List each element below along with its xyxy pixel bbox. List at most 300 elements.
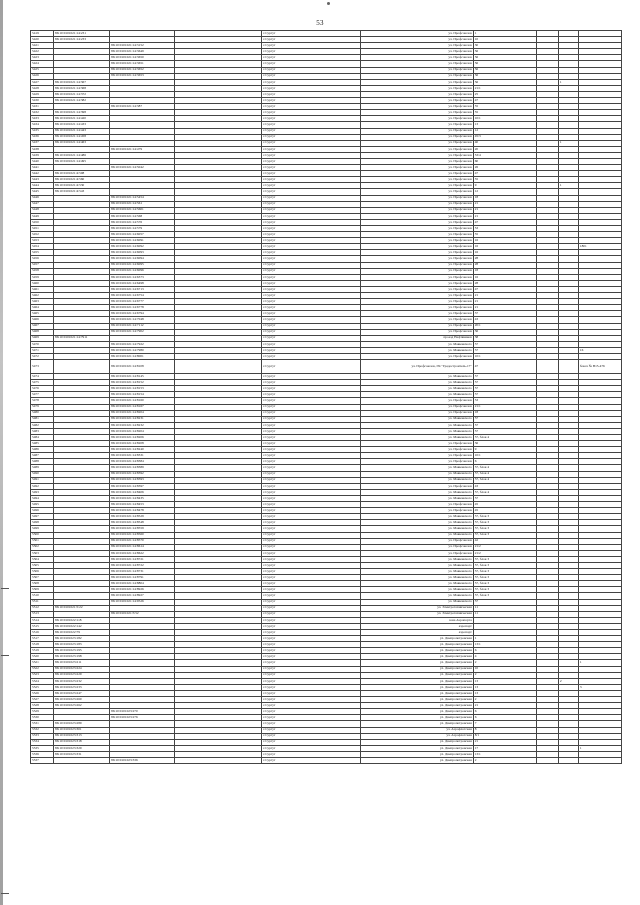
cell-city: г.Сургут [262, 447, 360, 453]
cell-city: г.Сургут [262, 122, 360, 128]
cell-row-number: 5498 [31, 520, 54, 526]
cell-house-number: 57, блок 4 [473, 435, 536, 441]
cell-row-number: 5495 [31, 502, 54, 508]
cell-cadastral-number-alt: 86:10:0101021:14:8722 [110, 562, 175, 568]
cell-street: ул. Маяковского [360, 347, 473, 353]
cell-city: г.Сургут [262, 146, 360, 152]
cell-street: ул. Профсоюзов [360, 459, 473, 465]
cell-row-number: 5455 [31, 250, 54, 256]
cell-row-number: 5527 [31, 697, 54, 703]
cell-city: г.Сургут [262, 544, 360, 550]
cell-street: ул. Днепропетровская [360, 721, 473, 727]
cell-city: г.Сургут [262, 703, 360, 709]
cell-cadastral-number-alt: 86:10:0101021:14:8154 [110, 392, 175, 398]
cell-row-number: 5505 [31, 562, 54, 568]
cell-cadastral-number: 86:10:0101021:4:543 [54, 189, 110, 195]
cell-street: ул. Днепропетровская [360, 703, 473, 709]
cell-house-number: 13 [473, 678, 536, 684]
cell-street: ул. Маяковского [360, 569, 473, 575]
cell-cadastral-number: 86:10:0101021:14:420 [54, 116, 110, 122]
cell-street: ул. Аэрофлотская [360, 727, 473, 733]
cell-city: г.Сургут [262, 98, 360, 104]
cell-row-number: 5520 [31, 654, 54, 660]
cell-cadastral-number-alt: 86:10:0101021:14:3651 [110, 61, 175, 67]
cell-house-number: 1 [473, 31, 536, 37]
cell-house-number: 57 [473, 341, 536, 347]
cell-row-number: 5447 [31, 201, 54, 207]
cell-row-number: 5445 [31, 189, 54, 195]
cell-street: ул. Маяковского [360, 495, 473, 501]
cell-street: ул. Днепропетровская [360, 715, 473, 721]
cell-cadastral-number: 86:10:0101021:14:463 [54, 140, 110, 146]
cell-row-number: 5490 [31, 471, 54, 477]
cell-street: ул. Профсоюзов [360, 274, 473, 280]
cell-city: г.Сургут [262, 666, 360, 672]
cell-house-number: 26 [473, 165, 536, 171]
cell-street: ул. Маяковского [360, 477, 473, 483]
cell-street: ул. Профсоюзов [360, 219, 473, 225]
cell-row-number: 5442 [31, 171, 54, 177]
scan-edge-shadow [0, 0, 3, 905]
cell-row-number: 5508 [31, 581, 54, 587]
cell-house-number: 57, блок 3 [473, 556, 536, 562]
cell-row-number: 5426 [31, 73, 54, 79]
cell-row-number: 5473 [31, 360, 54, 374]
cell-house-number: 16 [473, 238, 536, 244]
cell-city: г.Сургут [262, 575, 360, 581]
cell-row-number: 5474 [31, 374, 54, 380]
cell-city: г.Сургут [262, 697, 360, 703]
cell-street: ул. Профсоюзов [360, 73, 473, 79]
cell-city: г.Сургут [262, 183, 360, 189]
cell-city: г.Сургут [262, 477, 360, 483]
cell-house-number: 28 [473, 262, 536, 268]
cell-street: ул. Профсоюзов [360, 55, 473, 61]
cell-city: г.Сургут [262, 410, 360, 416]
cell-street: ул. Профсоюзов [360, 256, 473, 262]
cell-house-number: 45 [473, 508, 536, 514]
cell-row-number: 5501 [31, 538, 54, 544]
cell-city: г.Сургут [262, 538, 360, 544]
cell-cadastral-number: 86:10:0101023:331 [54, 751, 110, 757]
cell-cadastral-number-alt: 86:10:0101021:14:6091 [110, 238, 175, 244]
cell-house-number: 7 [473, 721, 536, 727]
cell-row-number: 5525 [31, 684, 54, 690]
cell-row-number: 5437 [31, 140, 54, 146]
cell-row-number: 5420 [31, 37, 54, 43]
cell-city: г.Сургут [262, 404, 360, 410]
cell-city: г.Сургут [262, 605, 360, 611]
cell-street: ул. Профсоюзов [360, 502, 473, 508]
cell-row-number: 5511 [31, 599, 54, 605]
cell-row-number: 5433 [31, 116, 54, 122]
cell-house-number: 21 [473, 293, 536, 299]
cell-row-number: 5488 [31, 459, 54, 465]
cell-house-number: 57, блок 3 [473, 581, 536, 587]
cell-street: ул. Профсоюзов [360, 110, 473, 116]
cell-house-number: 57, блок 4 [473, 489, 536, 495]
cell-city: г.Сургут [262, 599, 360, 605]
cell-city: г.Сургут [262, 360, 360, 374]
cell-cadastral-number-alt: 86:10:0101021:14:8453 [110, 502, 175, 508]
cell-cadastral-number [54, 360, 110, 374]
cell-row-number: 5537 [31, 757, 54, 763]
cell-house-number: 10 [473, 37, 536, 43]
cell-house-number: 2 [473, 672, 536, 678]
cell-city: г.Сургут [262, 678, 360, 684]
cell-street: ул. Профсоюзов [360, 299, 473, 305]
cell-house-number: 28 [473, 280, 536, 286]
cell-city: г.Сургут [262, 140, 360, 146]
cell-cadastral-number-alt: 86:10:0101021:14:8731 [110, 569, 175, 575]
cell-house-number: 57, блок 4 [473, 477, 536, 483]
cell-street: ул. Днепропетровская [360, 678, 473, 684]
cell-street: ул. Маяковского [360, 416, 473, 422]
cell-extra-2: 1 [558, 79, 578, 85]
cell-cadastral-number: 86:10:0101021:14:486 [54, 152, 110, 158]
cell-street: ул. Профсоюзов [360, 323, 473, 329]
cell-cadastral-number: 86:10:0101023:301 [54, 727, 110, 733]
cell-house-number: 57 [473, 428, 536, 434]
cell-city: г.Сургут [262, 329, 360, 335]
cell-city: г.Сургут [262, 79, 360, 85]
cell-house-number: 21 [473, 213, 536, 219]
margin-tick-mark [1, 588, 9, 589]
cell-row-number: 5509 [31, 587, 54, 593]
cell-cadastral-number-alt: 86:10:0101021:14:7112 [110, 323, 175, 329]
cell-row-number: 5521 [31, 660, 54, 666]
cell-city: г.Сургут [262, 751, 360, 757]
cell-cadastral-number: 86:10:0101023:198 [54, 654, 110, 660]
cell-cadastral-number: 86:10:0101023:318 [54, 739, 110, 745]
cell-city: г.Сургут [262, 250, 360, 256]
cell-row-number: 5444 [31, 183, 54, 189]
cell-house-number: 6 [473, 459, 536, 465]
cell-house-number: 47 [473, 98, 536, 104]
cell-row-number: 5515 [31, 623, 54, 629]
cell-house-number: 55 [473, 104, 536, 110]
cell-cadastral-number-alt: 86:10:0101021:14:6094 [110, 256, 175, 262]
cell-house-number: 1 [473, 636, 536, 642]
cell-cadastral-number-alt: 86:10:0101021:14:7048 [110, 317, 175, 323]
cell-extra-3: бокса № В15-476 [578, 360, 621, 374]
cell-house-number: 45 [473, 502, 536, 508]
cell-street: ул. Маяковского [360, 581, 473, 587]
cell-cadastral-number: 86:10:0101023:211 [54, 660, 110, 666]
cell-street: ул. Маяковского [360, 556, 473, 562]
cell-street: зона Аэропорта [360, 617, 473, 623]
cell-extra-1 [536, 360, 558, 374]
cell-row-number: 5446 [31, 195, 54, 201]
cell-house-number: 56 [473, 73, 536, 79]
cell-cadastral-number-alt: 86:10:0101021:14:9526 [110, 599, 175, 605]
cell-row-number: 5451 [31, 226, 54, 232]
cell-row-number: 5523 [31, 672, 54, 678]
cell-street: ул. Маяковского [360, 392, 473, 398]
cell-house-number: 13 [473, 122, 536, 128]
cell-city: г.Сургут [262, 581, 360, 587]
cell-city: г.Сургут [262, 465, 360, 471]
cell-city: г.Сургут [262, 67, 360, 73]
cell-street: ул. Профсоюзов [360, 544, 473, 550]
cell-row-number: 5460 [31, 280, 54, 286]
cell-city: г.Сургут [262, 31, 360, 37]
cell-street: ул. Профсоюзов [360, 31, 473, 37]
cell-row-number: 5438 [31, 146, 54, 152]
cell-cadastral-number-alt: 86:10:0101021:14:387 [110, 104, 175, 110]
cell-row-number: 5493 [31, 489, 54, 495]
cell-city: г.Сургут [262, 617, 360, 623]
cell-row-number: 5492 [31, 483, 54, 489]
cell-row-number: 5439 [31, 152, 54, 158]
cell-cadastral-number-alt: 86:10:0101021:14:8560 [110, 532, 175, 538]
cell-cadastral-number-alt: 86:10:0101021:14:8240 [110, 447, 175, 453]
cell-house-number: 56 [473, 67, 536, 73]
cell-cadastral-number-alt: 86:10:0101021:14:8548 [110, 520, 175, 526]
cell-cadastral-number-alt: 86:10:0101021:14:8478 [110, 508, 175, 514]
scan-speck [327, 2, 330, 5]
cell-cadastral-number-alt: 86:10:0101021:14:6794 [110, 311, 175, 317]
cell-row-number: 5522 [31, 666, 54, 672]
cell-row-number: 5507 [31, 575, 54, 581]
cell-house-number: 12 [473, 189, 536, 195]
cell-house-number: 47 [473, 360, 536, 374]
cell-row-number: 5422 [31, 49, 54, 55]
cell-street: ул. Профсоюзов [360, 207, 473, 213]
cell-street: ул. Профсоюзов [360, 140, 473, 146]
cell-city: г.Сургут [262, 520, 360, 526]
cell-street: ул. Электротехническая [360, 605, 473, 611]
cell-house-number: 40 [473, 140, 536, 146]
cell-street: ул. Профсоюзов [360, 232, 473, 238]
cell-city: г.Сургут [262, 727, 360, 733]
cell-city: г.Сургут [262, 745, 360, 751]
cell-house-number: 11 [473, 611, 536, 617]
cell-street: ул. Маяковского [360, 489, 473, 495]
cell-house-number: 57 [473, 599, 536, 605]
cell-house-number: 20 [473, 146, 536, 152]
cell-city: г.Сургут [262, 238, 360, 244]
cell-street: ул. Профсоюзов [360, 37, 473, 43]
cell-street: ул. Днепропетровская [360, 684, 473, 690]
cell-house-number: 56 [473, 61, 536, 67]
cell-city: г.Сургут [262, 110, 360, 116]
cell-city: г.Сургут [262, 636, 360, 642]
cell-street: ул. Днепропетровская [360, 757, 473, 763]
cell-house-number: 47 [473, 171, 536, 177]
cell-row-number: 5457 [31, 262, 54, 268]
cell-house-number: 57 [473, 416, 536, 422]
cell-city: г.Сургут [262, 502, 360, 508]
cell-street: ул. Профсоюзов [360, 79, 473, 85]
cell-street: ул. Маяковского [360, 593, 473, 599]
cell-city: г.Сургут [262, 286, 360, 292]
cell-row-number: 5461 [31, 286, 54, 292]
cell-house-number: 18 [473, 268, 536, 274]
cell-cadastral-number: 86:10:0101021:14:443 [54, 128, 110, 134]
cell-cadastral-number-alt: 86:10:0101021:14:8435 [110, 495, 175, 501]
cell-row-number: 5514 [31, 617, 54, 623]
cell-cadastral-number-alt: 86:10:0101021:14:8804 [110, 581, 175, 587]
cell-cadastral-number: 86:10:0101022:79 [54, 630, 110, 636]
cell-cadastral-number-alt: 86:10:0101021:14:8208 [110, 441, 175, 447]
cell-cadastral-number: 86:10:0101021:14:495 [54, 158, 110, 164]
cell-city: г.Сургут [262, 757, 360, 763]
cell-street: ул. Маяковского [360, 562, 473, 568]
cell-street: ул. Профсоюзов [360, 353, 473, 359]
cell-extra-3: 1 [578, 745, 621, 751]
cell-house-number: 6 [473, 709, 536, 715]
cell-cadastral-number-alt: 86:10:0101021:14:8108 [110, 360, 175, 374]
cell-row-number: 5423 [31, 55, 54, 61]
cell-street: ул. Профсоюзов [360, 189, 473, 195]
cell-street: ул. Маяковского [360, 374, 473, 380]
cell-row-number: 5480 [31, 410, 54, 416]
cell-cadastral-number-alt: 86:10:0101021:14:7980 [110, 347, 175, 353]
cell-street: ул. Профсоюзов [360, 311, 473, 317]
cell-city: г.Сургут [262, 428, 360, 434]
cell-row-number: 5449 [31, 213, 54, 219]
cell-row-number: 5483 [31, 428, 54, 434]
cell-row-number: 5432 [31, 110, 54, 116]
cell-city: г.Сургут [262, 128, 360, 134]
cell-city: г.Сургут [262, 207, 360, 213]
cell-house-number: 6 [473, 648, 536, 654]
cell-row-number: 5506 [31, 569, 54, 575]
table-row [31, 757, 622, 763]
cell-street: ул. Днепропетровская [360, 697, 473, 703]
cell-row-number: 5486 [31, 447, 54, 453]
cell-house-number: 6 [473, 715, 536, 721]
cell-house-number: 2 [473, 660, 536, 666]
cell-street: ул. Профсоюзов [360, 128, 473, 134]
cell-street: ул. Профсоюзов [360, 213, 473, 219]
cell-house-number: 21 [473, 207, 536, 213]
cell-city: г.Сургут [262, 422, 360, 428]
cell-row-number: 5454 [31, 244, 54, 250]
cell-row-number: 5510 [31, 593, 54, 599]
cell-street: ул. Профсоюзов [360, 453, 473, 459]
cell-house-number: 17 [473, 745, 536, 751]
cell-row-number: 5468 [31, 329, 54, 335]
cell-house-number: 57, блок 3 [473, 569, 536, 575]
cell-cadastral-number-alt: 86:10:0101021:5:52 [110, 611, 175, 617]
cell-street: ул. Профсоюзов [360, 134, 473, 140]
cell-house-number: 8/1 [473, 733, 536, 739]
cell-cadastral-number: 86:10:0101023:232 [54, 678, 110, 684]
margin-tick-mark [1, 655, 9, 656]
cell-extra-3: 1801 [578, 244, 621, 250]
cell-house-number: 57, блок 3 [473, 575, 536, 581]
cell-city: г.Сургут [262, 441, 360, 447]
cell-house-number: 21/1 [473, 404, 536, 410]
cell-cadastral-number-alt: 86:10:0101021:14:561 [110, 201, 175, 207]
cell-house-number: 30 [473, 43, 536, 49]
cell-house-number: 53 [473, 226, 536, 232]
cell-city: г.Сургут [262, 61, 360, 67]
cell-extra-2 [558, 360, 578, 374]
cell-house-number: 25 [473, 91, 536, 97]
cell-city: г.Сургут [262, 690, 360, 696]
cell-city: г.Сургут [262, 177, 360, 183]
cell-row-number: 5496 [31, 508, 54, 514]
cell-city: г.Сургут [262, 311, 360, 317]
cell-city: г.Сургут [262, 435, 360, 441]
cell-city: г.Сургут [262, 532, 360, 538]
cell-extra-3: 16 [578, 347, 621, 353]
cell-house-number: 9 [473, 447, 536, 453]
cell-cadastral-number: 86:10:0101021:14:398 [54, 110, 110, 116]
cell-street: ул. Днепропетровская [360, 739, 473, 745]
cell-house-number: 56 [473, 49, 536, 55]
cell-city: г.Сургут [262, 335, 360, 341]
cell-cadastral-number-alt: 86:10:0101021:14:3652 [110, 67, 175, 73]
cell-city: г.Сургут [262, 37, 360, 43]
cell-street: ул. Профсоюзов [360, 280, 473, 286]
cell-cadastral-number-alt: 86:10:0101021:14:8622 [110, 550, 175, 556]
cell-house-number: 12 [473, 128, 536, 134]
cell-street: ул. Маяковского [360, 386, 473, 392]
cell-house-number: 28 [473, 256, 536, 262]
cell-cadastral-number-alt: 86:10:0101021:14:8406 [110, 489, 175, 495]
cell-house-number: 56 [473, 79, 536, 85]
cell-row-number: 5466 [31, 317, 54, 323]
cell-row-number: 5504 [31, 556, 54, 562]
cell-house-number: 21 [473, 201, 536, 207]
cell-cadastral-number: 86:10:0101021:14:458 [54, 134, 110, 140]
cell-street: ул. Профсоюзов [360, 171, 473, 177]
cell-cadastral-number-alt: 86:10:0101021:14:8927 [110, 593, 175, 599]
cell-cadastral-number-alt: 86:10:0101021:14:3653 [110, 73, 175, 79]
cell-house-number: 36 [473, 441, 536, 447]
cell-street: ул. Профсоюзов [360, 305, 473, 311]
cell-city: г.Сургут [262, 495, 360, 501]
cell-house-number: 9 [473, 183, 536, 189]
cell-street: ул. Профсоюзов [360, 410, 473, 416]
cell-street: ул. Профсоюзов, ГК "Градостроитель-17" [360, 360, 473, 374]
cell-house-number: 10/1 [473, 353, 536, 359]
cell-row-number: 5450 [31, 219, 54, 225]
cell-cadastral-number-alt: 86:10:0101021:14:6096 [110, 268, 175, 274]
cell-empty [175, 757, 262, 763]
cell-city: г.Сургут [262, 611, 360, 617]
cell-house-number: 57, блок 3 [473, 587, 536, 593]
cell-street: ул. Профсоюзов [360, 85, 473, 91]
cell-city: г.Сургут [262, 73, 360, 79]
cell-row-number: 5465 [31, 311, 54, 317]
cell-street: ул. Профсоюзов [360, 250, 473, 256]
cell-city: г.Сургут [262, 293, 360, 299]
cell-street: аэропорт [360, 630, 473, 636]
cell-street: ул. Профсоюзов [360, 286, 473, 292]
cell-city: г.Сургут [262, 256, 360, 262]
cell-cadastral-number: 86:10:0101023:260 [54, 697, 110, 703]
cell-city: г.Сургут [262, 374, 360, 380]
cell-house-number: 57 [473, 380, 536, 386]
cell-cadastral-number-alt: 86:10:0101021:14:6498 [110, 280, 175, 286]
cell-city: г.Сургут [262, 392, 360, 398]
cell-cadastral-number-alt: 86:10:0101021:14:8529 [110, 514, 175, 520]
cell-cadastral-number-alt: 86:10:0101021:14:8721 [110, 556, 175, 562]
cell-cadastral-number-alt: 86:10:0101021:14:6713 [110, 286, 175, 292]
cell-house-number: 57 [473, 392, 536, 398]
cell-street: ул. Профсоюзов [360, 177, 473, 183]
cell-row-number: 5434 [31, 122, 54, 128]
cell-cadastral-number: 86:10:0101021:14:372 [54, 91, 110, 97]
cell-house-number: 2 [473, 757, 536, 763]
cell-street: ул. Маяковского [360, 471, 473, 477]
cell-row-number: 5479 [31, 404, 54, 410]
